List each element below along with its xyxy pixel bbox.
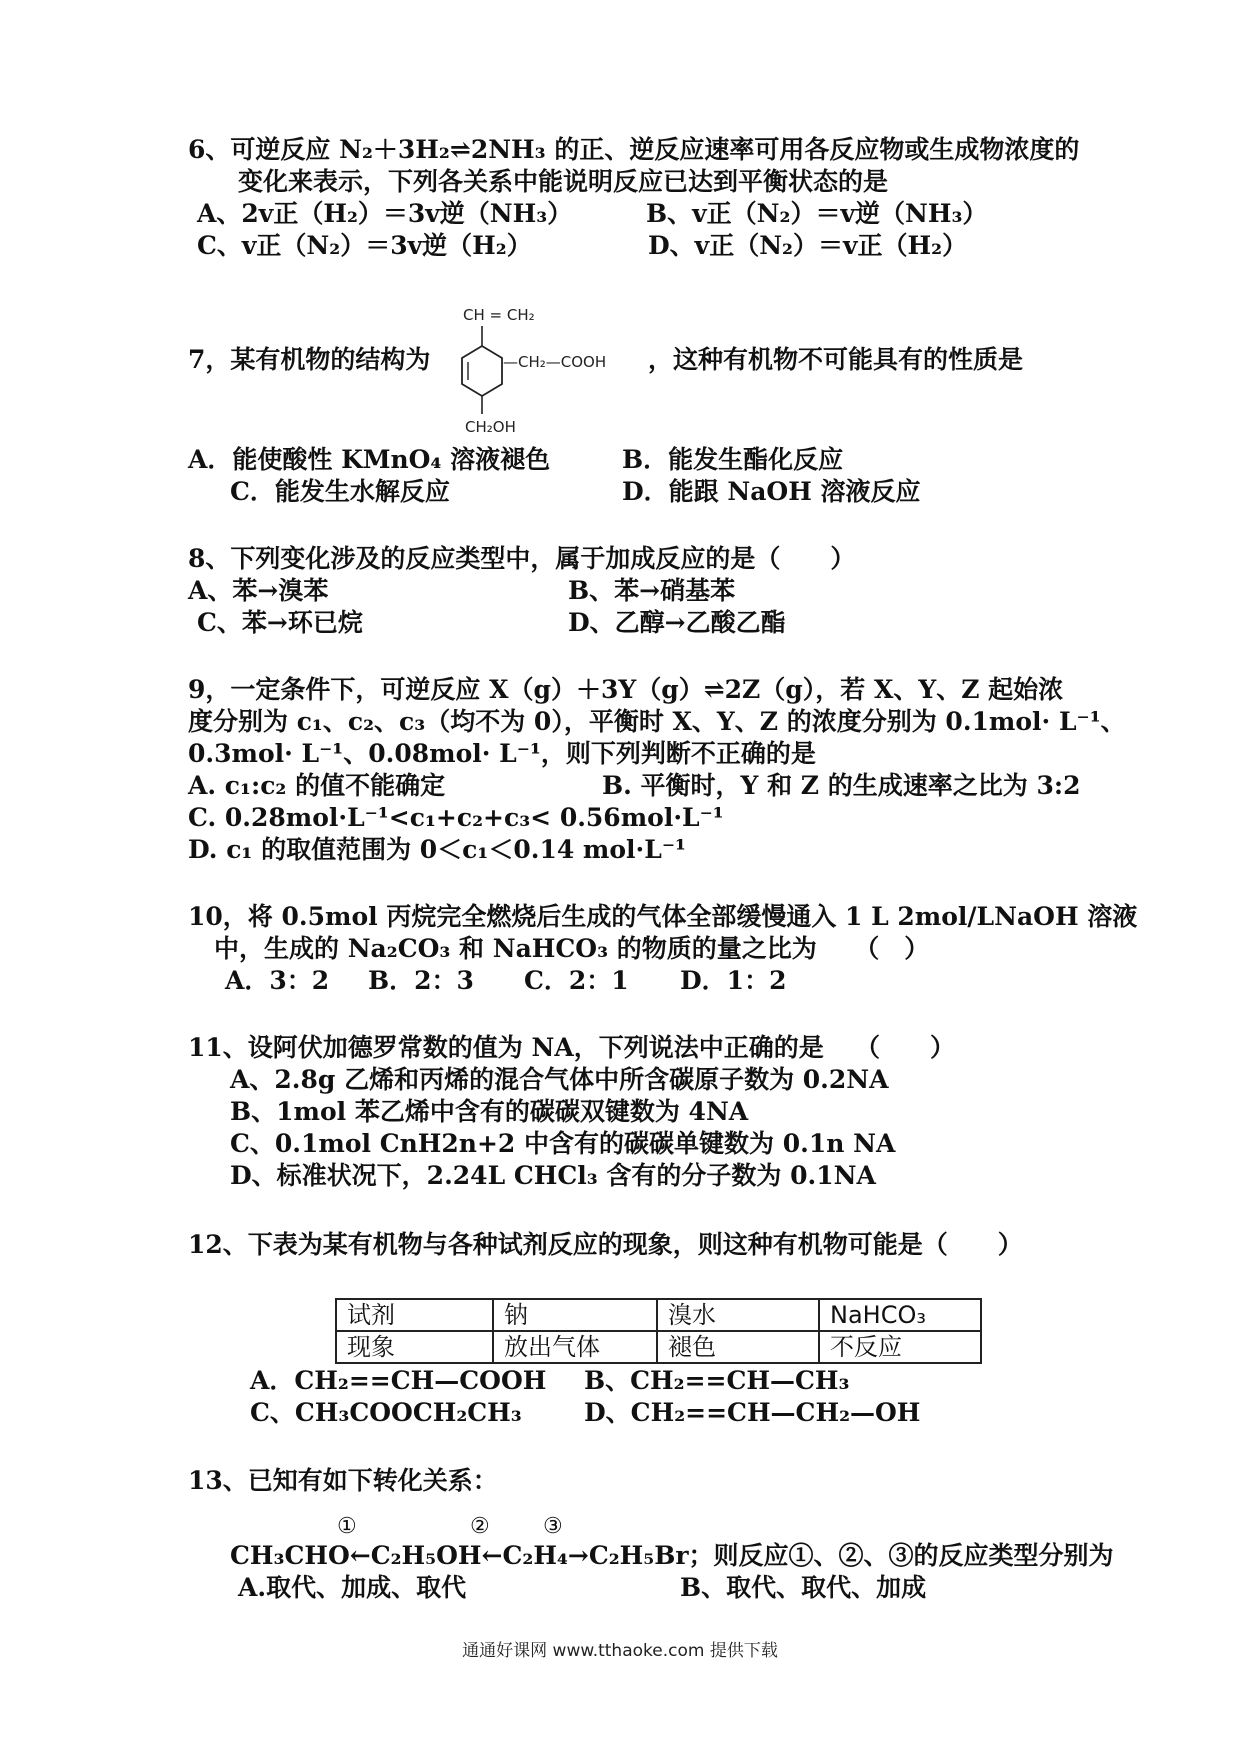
q7-option-b: B．能发生酯化反应 (622, 445, 844, 474)
q13-mark-2: ② (470, 1514, 490, 1539)
q7-option-c: C．能发生水解反应 (230, 477, 450, 506)
table-cell: 溴水 (657, 1299, 819, 1331)
q8-option-b: B、苯→硝基苯 (568, 576, 736, 605)
q11-option-c: C、0.1mol CnH2n+2 中含有的碳碳单键数为 0.1n NA (230, 1129, 896, 1158)
q8-option-c: C、苯→环已烷 (197, 608, 363, 637)
q6-stem-line1: 6、可逆反应 N₂＋3H₂⇌2NH₃ 的正、逆反应速率可用各反应物或生成物浓度的 (188, 135, 1080, 164)
q7-option-a: A．能使酸性 KMnO₄ 溶液褪色 (188, 445, 551, 474)
q10-stem-line2: 中，生成的 Na₂CO₃ 和 NaHCO₃ 的物质的量之比为 （ ） (214, 934, 930, 963)
q12-option-d: D、CH₂==CH—CH₂—OH (584, 1398, 921, 1427)
table-row (336, 1331, 981, 1363)
q9-option-d: D. c₁ 的取值范围为 0＜c₁＜0.14 mol·L⁻¹ (188, 835, 686, 864)
q7-option-d: D．能跟 NaOH 溶液反应 (622, 477, 921, 506)
q7-stem-after: ，这种有机物不可能具有的性质是 (648, 345, 1024, 374)
q11-option-b: B、1mol 苯乙烯中含有的碳碳双键数为 4NA (230, 1097, 749, 1126)
q12-option-a: A．CH₂==CH—COOH (250, 1366, 547, 1395)
q7-structure-diagram (455, 300, 645, 440)
q13-reaction-chain: CH₃CHO←C₂H₅OH←C₂H₄→C₂H₅Br；则反应①、②、③的反应类型分别为 (230, 1541, 1114, 1570)
q11-stem: 11、设阿伏加德罗常数的值为 NA，下列说法中正确的是 (188, 1033, 824, 1062)
q9-stem-line2: 度分别为 c₁、c₂、c₃（均不为 0），平衡时 X、Y、Z 的浓度分别为 0.1mol· L⁻¹、 (188, 707, 1126, 736)
q13-option-b: B、取代、取代、加成 (680, 1573, 927, 1602)
q9-stem-line1: 9，一定条件下，可逆反应 X（g）＋3Y（g）⇌2Z（g），若 X、Y、Z 起始浓 (188, 675, 1064, 704)
q6-option-b: B、v正（N₂）＝v逆（NH₃） (646, 199, 988, 228)
q12-option-b: B、CH₂==CH—CH₃ (584, 1366, 850, 1395)
q12-reaction-table (335, 1298, 982, 1364)
q8-option-d: D、乙醇→乙酸乙酯 (568, 608, 786, 637)
q11-option-a: A、2.8g 乙烯和丙烯的混合气体中所含碳原子数为 0.2NA (230, 1065, 889, 1094)
table-cell: 试剂 (336, 1299, 493, 1331)
q7-structure-side-group: —CH₂—COOH (503, 353, 607, 371)
q9-option-a: A. c₁:c₂ 的值不能确定 (188, 771, 446, 800)
table-cell: 放出气体 (493, 1331, 657, 1363)
q10-option-b: B．2：3 (368, 966, 474, 995)
q12-option-c: C、CH₃COOCH₂CH₃ (250, 1398, 522, 1427)
table-cell: 现象 (336, 1331, 493, 1363)
q7-stem-before: 7，某有机物的结构为 (188, 345, 431, 374)
q10-option-c: C．2：1 (524, 966, 629, 995)
q10-stem-line1: 10，将 0.5mol 丙烷完全燃烧后生成的气体全部缓慢通入 1 L 2mol/LNaOH 溶液 (188, 902, 1138, 931)
q6-stem-line2: 变化来表示，下列各关系中能说明反应已达到平衡状态的是 (238, 167, 889, 196)
table-cell: 钠 (493, 1299, 657, 1331)
q6-option-d: D、v正（N₂）＝v正（H₂） (648, 231, 968, 260)
q9-stem-line3: 0.3mol· L⁻¹、0.08mol· L⁻¹，则下列判断不正确的是 (188, 739, 816, 768)
q13-stem: 13、已知有如下转化关系： (188, 1466, 498, 1495)
q10-option-d: D．1：2 (680, 966, 787, 995)
q9-option-b: B. 平衡时，Y 和 Z 的生成速率之比为 3:2 (602, 771, 1081, 800)
q12-stem: 12、下表为某有机物与各种试剂反应的现象，则这种有机物可能是（ ） (188, 1230, 1023, 1259)
q13-mark-3: ③ (543, 1514, 563, 1539)
q11-option-d: D、标准状况下，2.24L CHCl₃ 含有的分子数为 0.1NA (230, 1161, 876, 1190)
q11-answer-paren: （ ） (855, 1033, 956, 1062)
page-footer: 通通好课网 www.tthaoke.com 提供下载 (462, 1641, 778, 1661)
table-cell: NaHCO₃ (819, 1299, 981, 1331)
q6-option-c: C、v正（N₂）＝3v逆（H₂） (197, 231, 532, 260)
table-cell: 不反应 (819, 1331, 981, 1363)
q8-option-a: A、苯→溴苯 (188, 576, 329, 605)
q10-option-a: A．3：2 (225, 966, 330, 995)
q8-stem: 8、下列变化涉及的反应类型中，属于加成反应的是（ ） (188, 544, 856, 573)
q6-option-a: A、2v正（H₂）＝3v逆（NH₃） (197, 199, 573, 228)
q9-option-c: C. 0.28mol·L⁻¹<c₁+c₂+c₃< 0.56mol·L⁻¹ (188, 803, 724, 832)
q13-option-a: A.取代、加成、取代 (238, 1573, 467, 1602)
table-cell: 褪色 (657, 1331, 819, 1363)
q7-structure-bottom-group: CH₂OH (465, 418, 516, 436)
q13-mark-1: ① (337, 1514, 357, 1539)
table-row (336, 1299, 981, 1331)
q7-structure-top-group: CH = CH₂ (463, 306, 535, 324)
